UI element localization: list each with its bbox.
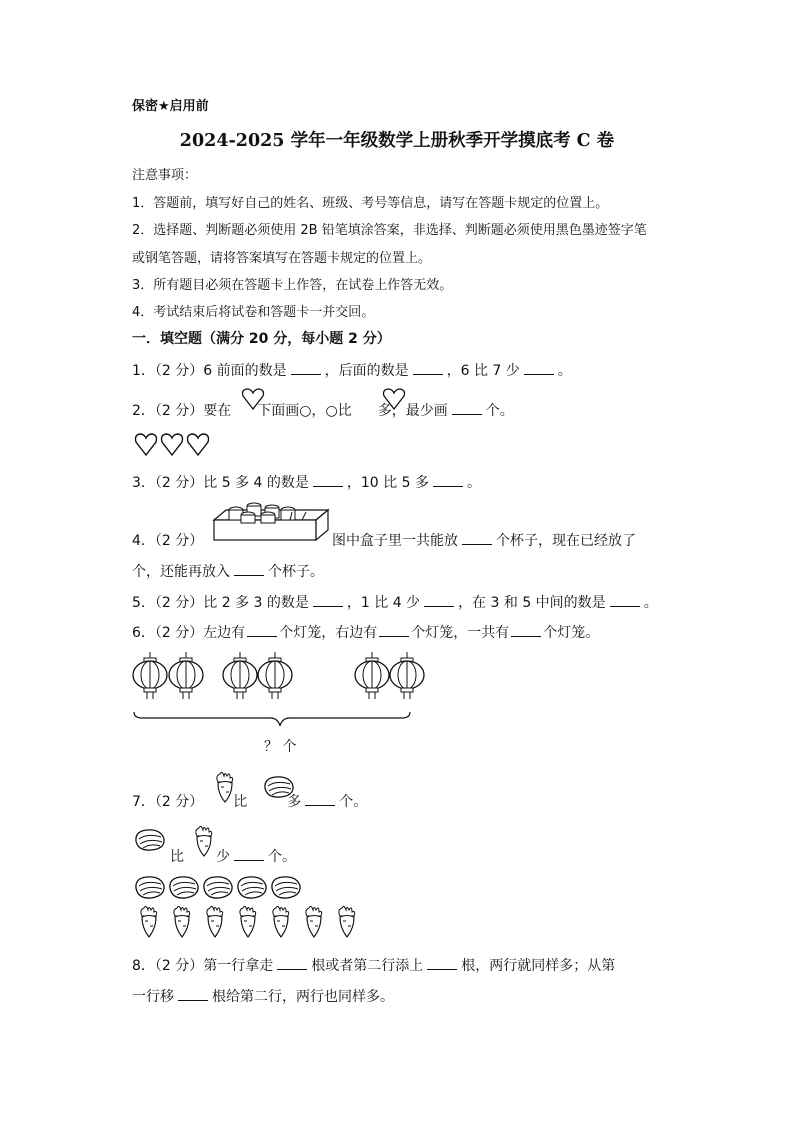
q7-text-3: 多 bbox=[287, 794, 302, 810]
cabbage-icon bbox=[136, 877, 164, 898]
cabbage-icon bbox=[272, 877, 300, 898]
answer-blank[interactable] bbox=[234, 850, 264, 861]
q7-text-4: 个。 bbox=[339, 794, 368, 810]
question-7 bbox=[132, 791, 367, 811]
answer-blank[interactable] bbox=[234, 565, 264, 576]
lantern-icon bbox=[133, 652, 167, 699]
radishes-row bbox=[136, 904, 376, 940]
q2-text-2: 下面画○，○比 bbox=[257, 403, 352, 419]
question-1 bbox=[132, 360, 572, 380]
q3-text-3: 。 bbox=[466, 475, 481, 491]
cabbage-icon bbox=[170, 877, 198, 898]
note-item-2: 2．选择题、判断题必须使用 2B 铅笔填涂答案，非选择、判断题必须使用黑色墨迹签字笔 bbox=[132, 223, 647, 238]
note-item-3: 3．所有题目必须在答题卡上作答，在试卷上作答无效。 bbox=[132, 278, 453, 293]
radish-icon bbox=[240, 906, 256, 937]
heart-icon bbox=[136, 434, 157, 455]
answer-blank[interactable] bbox=[277, 959, 307, 970]
q2-text-4: 个。 bbox=[485, 403, 514, 419]
cup-box-image bbox=[212, 498, 330, 544]
q2-text-3: 多，最少画 bbox=[377, 403, 448, 419]
lantern-icon bbox=[258, 652, 292, 699]
note-item-1: 1．答题前，填写好自己的姓名、班级、考号等信息，请写在答题卡规定的位置上。 bbox=[132, 196, 609, 211]
answer-blank[interactable] bbox=[462, 534, 492, 545]
answer-blank[interactable] bbox=[427, 959, 457, 970]
cabbage-icon bbox=[238, 877, 266, 898]
answer-blank[interactable] bbox=[433, 476, 463, 487]
q7-text-5: 比 bbox=[170, 849, 184, 865]
brace-label: ？ 个 bbox=[264, 739, 297, 755]
q5-text-1: 5．（2 分）比 2 多 3 的数是 bbox=[132, 595, 309, 611]
q3-text-1: 3．（2 分）比 5 多 4 的数是 bbox=[132, 475, 309, 491]
confidential-label: 保密★启用前 bbox=[132, 99, 209, 114]
radish-icon bbox=[207, 906, 223, 937]
answer-blank[interactable] bbox=[247, 626, 277, 637]
question-4-label: 4．（2 分） bbox=[132, 533, 204, 549]
q1-text-4: 。 bbox=[557, 363, 572, 379]
answer-blank[interactable] bbox=[524, 364, 554, 375]
q5-text-3: ，在 3 和 5 中间的数是 bbox=[458, 595, 606, 611]
radish-icon bbox=[306, 906, 322, 937]
q3-text-2: ，10 比 5 多 bbox=[346, 475, 429, 491]
heart-icon bbox=[162, 434, 183, 455]
cabbages-row bbox=[133, 874, 313, 902]
q7-text-7: 个。 bbox=[268, 849, 296, 865]
q4-text-2: 图中盒子里一共能放 bbox=[332, 533, 458, 549]
cabbage-icon bbox=[133, 827, 167, 853]
note-item-2-cont: 或钢笔答题，请将答案填写在答题卡规定的位置上。 bbox=[132, 251, 432, 266]
question-2 bbox=[132, 400, 514, 420]
q8-text-3: 根，两行就同样多；从第 bbox=[461, 958, 616, 974]
q8-text-1: 8．（2 分）第一行拿走 bbox=[132, 958, 274, 974]
radish-icon bbox=[339, 906, 355, 937]
q5-text-2: ，1 比 4 少 bbox=[346, 595, 421, 611]
q7-text-6: 少 bbox=[216, 849, 230, 865]
q8-text-4: 一行移 bbox=[132, 989, 174, 1005]
section-heading: 一．填空题（满分 20 分，每小题 2 分） bbox=[132, 331, 391, 347]
answer-blank[interactable] bbox=[313, 596, 343, 607]
q1-text-1: 1．（2 分）6 前面的数是 bbox=[132, 363, 287, 379]
brace-line bbox=[134, 712, 410, 726]
answer-blank[interactable] bbox=[511, 626, 541, 637]
answer-blank[interactable] bbox=[424, 596, 454, 607]
answer-blank[interactable] bbox=[413, 364, 443, 375]
question-5 bbox=[132, 592, 658, 612]
q4-text-5: 个杯子。 bbox=[268, 564, 324, 580]
q6-text-4: 个灯笼。 bbox=[543, 625, 600, 641]
lantern-icon bbox=[390, 652, 424, 699]
q1-text-2: ，后面的数是 bbox=[324, 363, 409, 379]
question-8 bbox=[132, 955, 615, 975]
q7-text-1: 7．（2 分） bbox=[132, 794, 204, 810]
heart-icon bbox=[381, 386, 407, 412]
q1-text-3: ，6 比 7 少 bbox=[446, 363, 520, 379]
q8-text-5: 根给第二行，两行也同样多。 bbox=[212, 989, 394, 1005]
radish-icon bbox=[174, 906, 190, 937]
q8-text-2: 根或者第二行添上 bbox=[311, 958, 424, 974]
q6-text-3: 个灯笼，一共有 bbox=[411, 625, 510, 641]
question-6 bbox=[132, 622, 599, 642]
answer-blank[interactable] bbox=[291, 364, 321, 375]
lantern-icon bbox=[223, 652, 257, 699]
q6-text-1: 6．（2 分）左边有 bbox=[132, 625, 246, 641]
lanterns-figure bbox=[130, 650, 430, 734]
cabbage-icon bbox=[204, 877, 232, 898]
radish-icon bbox=[273, 906, 289, 937]
answer-blank[interactable] bbox=[313, 476, 343, 487]
question-3 bbox=[132, 472, 481, 492]
answer-blank[interactable] bbox=[610, 596, 640, 607]
notes-heading: 注意事项： bbox=[132, 168, 198, 183]
question-8-cont bbox=[132, 986, 394, 1006]
page-title: 2024-2025 学年一年级数学上册秋季开学摸底考 C 卷 bbox=[179, 131, 615, 151]
note-item-4: 4．考试结束后将试卷和答题卡一并交回。 bbox=[132, 305, 375, 320]
q5-text-4: 。 bbox=[643, 595, 658, 611]
question-4 bbox=[332, 530, 636, 550]
lantern-icon bbox=[355, 652, 389, 699]
q6-text-2: 个灯笼，右边有 bbox=[279, 625, 378, 641]
question-7-part2 bbox=[170, 846, 296, 866]
hearts-row bbox=[133, 430, 213, 458]
heart-icon bbox=[240, 386, 266, 412]
q2-text-1: 2．（2 分）要在 bbox=[132, 403, 232, 419]
answer-blank[interactable] bbox=[452, 404, 482, 415]
question-4-cont bbox=[132, 561, 324, 581]
lantern-icon bbox=[169, 652, 203, 699]
q4-text-3: 个杯子，现在已经放了 bbox=[496, 533, 636, 549]
answer-blank[interactable] bbox=[379, 626, 409, 637]
answer-blank[interactable] bbox=[305, 795, 335, 806]
answer-blank[interactable] bbox=[178, 990, 208, 1001]
q4-text-4: 个，还能再放入 bbox=[132, 564, 230, 580]
radish-icon bbox=[141, 906, 157, 937]
q7-text-2: 比 bbox=[233, 794, 248, 810]
heart-icon bbox=[188, 434, 209, 455]
